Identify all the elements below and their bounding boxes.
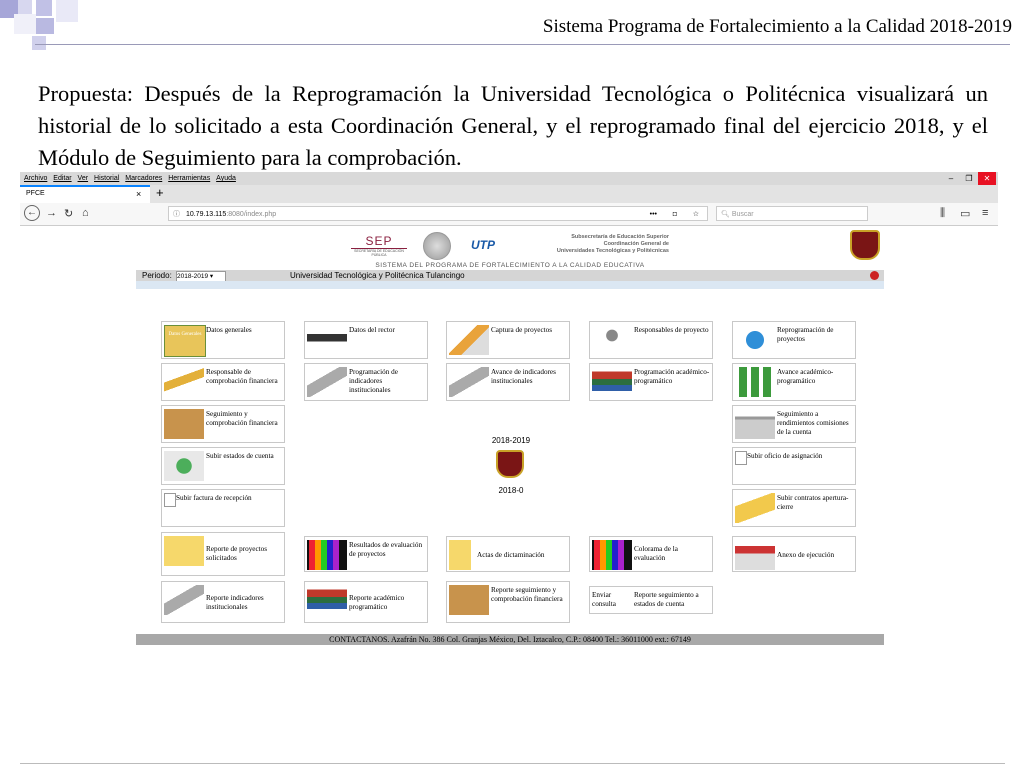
url-path: :8080/index.php (226, 211, 277, 218)
web-page (136, 226, 884, 642)
header-logos (351, 232, 671, 264)
bookmark-star-icon[interactable]: ☆ (692, 211, 699, 218)
mexico-shield-icon (423, 232, 451, 260)
money-photo-icon (449, 585, 489, 615)
nav-bar (20, 203, 998, 226)
tab-bar (20, 185, 998, 203)
card-anexo-ejecucion[interactable]: Anexo de ejecución (732, 536, 856, 572)
utp-logo: UTP (471, 238, 495, 252)
browser-menubar (20, 172, 998, 185)
menu-editar[interactable]: Editar (53, 175, 72, 182)
university-name: Universidad Tecnológica y Politécnica Tulancingo (290, 271, 465, 280)
contract-icon (735, 493, 775, 523)
browser-window (20, 172, 998, 642)
back-icon[interactable]: ← (24, 205, 40, 221)
menu-historial[interactable]: Historial (94, 175, 120, 182)
tab-title: PFCE (26, 190, 45, 197)
card-datos-rector[interactable]: Datos del rector (304, 321, 428, 359)
footer-contact: CONTACTANOS. Azafrán No. 386 Col. Granjas México, Del. Iztacalco, C.P.: 08400 Tel.: 36011000 ext.: 67149 (136, 634, 884, 645)
colorful-chart-icon (307, 540, 347, 570)
books-icon (592, 367, 632, 397)
minimize-button[interactable]: – (948, 174, 954, 183)
period-label: Periodo: (142, 271, 172, 280)
card-programacion-academico[interactable]: Programación académico-programático (589, 363, 713, 401)
slide-body-text: Propuesta: Después de la Reprogramación la Universidad Tecnológica o Politécnica visualizará un historial de lo solicitado a esta Coordinación General, y el reprogramado final del ejercicio 2018, y el Módulo de Seguimiento para la comprobación. (38, 81, 988, 170)
card-programacion-indicadores[interactable]: Programación de indicadores institucionales (304, 363, 428, 401)
card-colorama-evaluacion[interactable]: Colorama de la evaluación (589, 536, 713, 572)
card-reporte-indicadores[interactable]: Reporte indicadores institucionales (161, 581, 285, 623)
subsecretaria-text: Subsecretaría de Educación Superior Coordinación General de Universidades Tecnológicas y Politécnicas (556, 234, 669, 254)
slide-title: Sistema Programa de Fortalecimiento a la Calidad 2018-2019 (542, 16, 1012, 37)
header-divider (35, 44, 1010, 45)
card-responsable-comprobacion[interactable]: Responsable de comprobación financiera (161, 363, 285, 401)
period-select[interactable]: 2018-2019 ▾ (176, 271, 226, 282)
bank-icon (735, 409, 775, 439)
card-subir-estados-cuenta[interactable]: Subir estados de cuenta (161, 447, 285, 485)
search-input[interactable] (716, 206, 868, 221)
pencil-document-icon (449, 325, 489, 355)
card-reporte-proyectos[interactable]: Reporte de proyectos solicitados (161, 532, 285, 576)
hand-tool-icon (164, 367, 204, 397)
card-actas-dictaminacion[interactable]: Actas de dictaminación (446, 536, 570, 572)
podium-icon (307, 325, 347, 355)
books-icon (307, 585, 347, 615)
search-placeholder: Buscar (731, 211, 754, 218)
card-subir-oficio[interactable]: Subir oficio de asignación (732, 447, 856, 485)
decor-square (32, 36, 46, 50)
upload-statement-icon (164, 451, 204, 481)
document-icon (735, 451, 747, 465)
library-icon[interactable]: ⫼ (940, 207, 946, 219)
university-crest-icon (850, 230, 880, 260)
card-reporte-academico[interactable]: Reporte académico programático (304, 581, 428, 623)
bar-chart-icon (735, 367, 775, 397)
sidebar-icon[interactable]: ▭ (960, 208, 971, 220)
decor-square (36, 18, 54, 34)
money-photo-icon (164, 409, 204, 439)
system-title: SISTEMA DEL PROGRAMA DE FORTALECIMIENTO A LA CALIDAD EDUCATIVA (375, 262, 645, 269)
card-reporte-estados[interactable]: Enviar consulta Reporte seguimiento a estados de cuenta (589, 586, 713, 614)
card-reprogramacion[interactable]: Reprogramación de proyectos (732, 321, 856, 359)
card-subir-factura[interactable]: Subir factura de recepción (161, 489, 285, 527)
search-icon: 🔍︎ (721, 211, 730, 218)
logout-icon[interactable] (870, 271, 879, 280)
checklist-icon (735, 540, 775, 570)
center-year: 2018-2019 (491, 436, 531, 445)
person-icon (592, 325, 632, 355)
pocket-icon[interactable]: ◘ (672, 211, 677, 218)
menu-ver[interactable]: Ver (77, 175, 89, 182)
page-actions-icon[interactable]: ••• (649, 211, 657, 218)
close-window-button[interactable]: ✕ (978, 172, 996, 185)
hamburger-menu-icon[interactable]: ≡ (982, 207, 989, 219)
document-icon (164, 493, 176, 507)
calculator-pen-icon (164, 585, 204, 615)
colorful-chart-icon (592, 540, 632, 570)
decor-square (14, 14, 36, 34)
card-resultados-evaluacion[interactable]: Resultados de evaluación de proyectos (304, 536, 428, 572)
card-reporte-seguimiento[interactable]: Reporte seguimiento y comprobación financiera (446, 581, 570, 623)
card-avance-indicadores[interactable]: Avance de indicadores institucionales (446, 363, 570, 401)
enviar-consulta-link[interactable]: Enviar consulta (592, 591, 616, 608)
forward-icon[interactable]: → (46, 207, 57, 219)
card-seguimiento-rendimientos[interactable]: Seguimiento a rendimientos comisiones de la cuenta (732, 405, 856, 443)
decor-square (36, 0, 52, 16)
calculator-pen-icon (307, 367, 347, 397)
report-document-icon (164, 536, 204, 566)
new-tab-button[interactable]: + (156, 185, 164, 200)
url-bar[interactable] (168, 206, 708, 221)
tab-pfce[interactable] (20, 185, 150, 203)
tab-close-button[interactable]: × (136, 189, 142, 199)
bottom-divider (20, 763, 1005, 764)
card-captura-proyectos[interactable]: Captura de proyectos (446, 321, 570, 359)
url-host: 10.79.13.115 (185, 211, 227, 218)
card-subir-contratos[interactable]: Subir contratos apertura-cierre (732, 489, 856, 527)
home-icon[interactable]: ⌂ (82, 207, 89, 219)
menu-marcadores[interactable]: Marcadores (125, 175, 163, 182)
reload-icon[interactable]: ↻ (64, 208, 74, 220)
card-responsables-proyecto[interactable]: Responsables de proyecto (589, 321, 713, 359)
card-avance-academico[interactable]: Avance académico-programático (732, 363, 856, 401)
decor-square (18, 0, 32, 14)
sep-logo: SEP SECRETARÍA DE EDUCACIÓN PÚBLICA (351, 234, 407, 257)
card-datos-generales[interactable]: Datos Generales Datos generales (161, 321, 285, 359)
center-code: 2018-0 (498, 486, 524, 495)
menu-ayuda[interactable]: Ayuda (216, 175, 236, 182)
decor-square (56, 0, 78, 22)
notepad-icon (449, 540, 471, 570)
card-seguimiento-comprobacion[interactable]: Seguimiento y comprobación financiera (161, 405, 285, 443)
center-crest-icon (496, 450, 524, 478)
maximize-button[interactable]: ❐ (965, 174, 973, 183)
gear-icon (735, 325, 775, 355)
calculator-pen-icon (449, 367, 489, 397)
menu-archivo[interactable]: Archivo (24, 175, 48, 182)
period-bar (136, 270, 884, 281)
datos-generales-icon: Datos Generales (164, 325, 206, 357)
info-icon: ⓘ (173, 211, 180, 218)
info-bar (136, 281, 884, 289)
menu-herramientas[interactable]: Herramientas (168, 175, 211, 182)
